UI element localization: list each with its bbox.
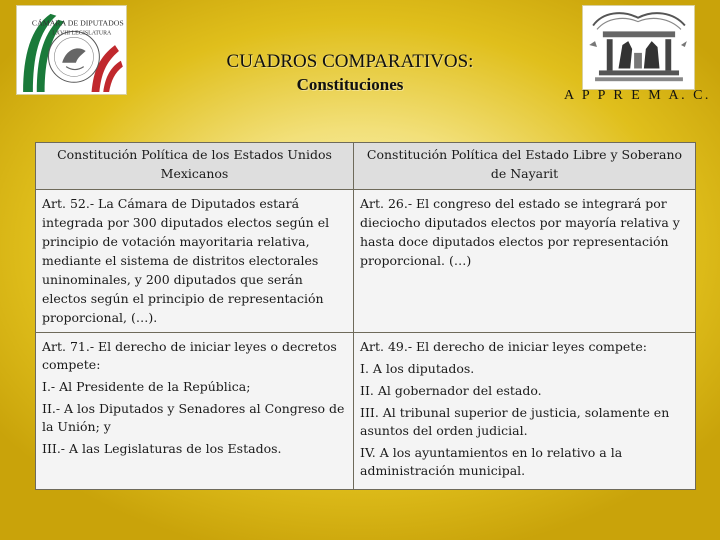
table-row bbox=[36, 190, 696, 333]
table-row bbox=[36, 333, 696, 490]
nayarit-article-26: Art. 26.- El congreso del estado se integrará por dieciocho diputados electos por mayoría relativa y hasta doce diputados electos por representación proporcional. (…) bbox=[354, 190, 696, 333]
camara-de-diputados-seal-icon bbox=[17, 6, 126, 94]
article-line: I.- Al Presidente de la República; bbox=[42, 379, 251, 394]
article-line: IV. A los ayuntamientos en lo relativo a la administración municipal. bbox=[360, 445, 623, 478]
header-federal-constitution: Constitución Política de los Estados Unidos Mexicanos bbox=[36, 143, 354, 190]
article-line: II.- A los Diputados y Senadores al Congreso de la Unión; y bbox=[42, 401, 345, 434]
federal-article-71 bbox=[36, 333, 354, 490]
organization-name: A P P R E M A. C. bbox=[564, 88, 711, 103]
page-title: CUADROS COMPARATIVOS: bbox=[226, 51, 474, 72]
article-line: Art. 71.- El derecho de iniciar leyes o decretos compete: bbox=[42, 339, 337, 372]
article-line: Art. 49.- El derecho de iniciar leyes compete: bbox=[360, 339, 647, 354]
comparison-table bbox=[35, 142, 696, 490]
svg-text:CÁMARA DE DIPUTADOS: CÁMARA DE DIPUTADOS bbox=[31, 18, 124, 28]
camara-de-diputados-logo bbox=[16, 5, 127, 95]
article-line: III. Al tribunal superior de justicia, solamente en asuntos del orden judicial. bbox=[360, 405, 670, 438]
federal-article-52: Art. 52.- La Cámara de Diputados estará integrada por 300 diputados electos según el principio de votación mayoritaria relativa, mediante el sistema de distritos electorales uninominales, y 200 diputados que serán electos según el principio de representación proporcional, (…). bbox=[36, 190, 354, 333]
table-header-row bbox=[36, 143, 696, 190]
page-subtitle: Constituciones bbox=[296, 75, 404, 94]
article-line: I. A los diputados. bbox=[360, 361, 475, 376]
svg-text:LXVIII LEGISLATURA: LXVIII LEGISLATURA bbox=[52, 30, 112, 37]
apprem-logo bbox=[582, 5, 695, 90]
article-line: II. Al gobernador del estado. bbox=[360, 383, 542, 398]
nayarit-article-49 bbox=[354, 333, 696, 490]
apprem-temple-logo-icon bbox=[583, 6, 694, 89]
article-line: III.- A las Legislaturas de los Estados. bbox=[42, 441, 282, 456]
header-nayarit-constitution: Constitución Política del Estado Libre y Soberano de Nayarit bbox=[354, 143, 696, 190]
